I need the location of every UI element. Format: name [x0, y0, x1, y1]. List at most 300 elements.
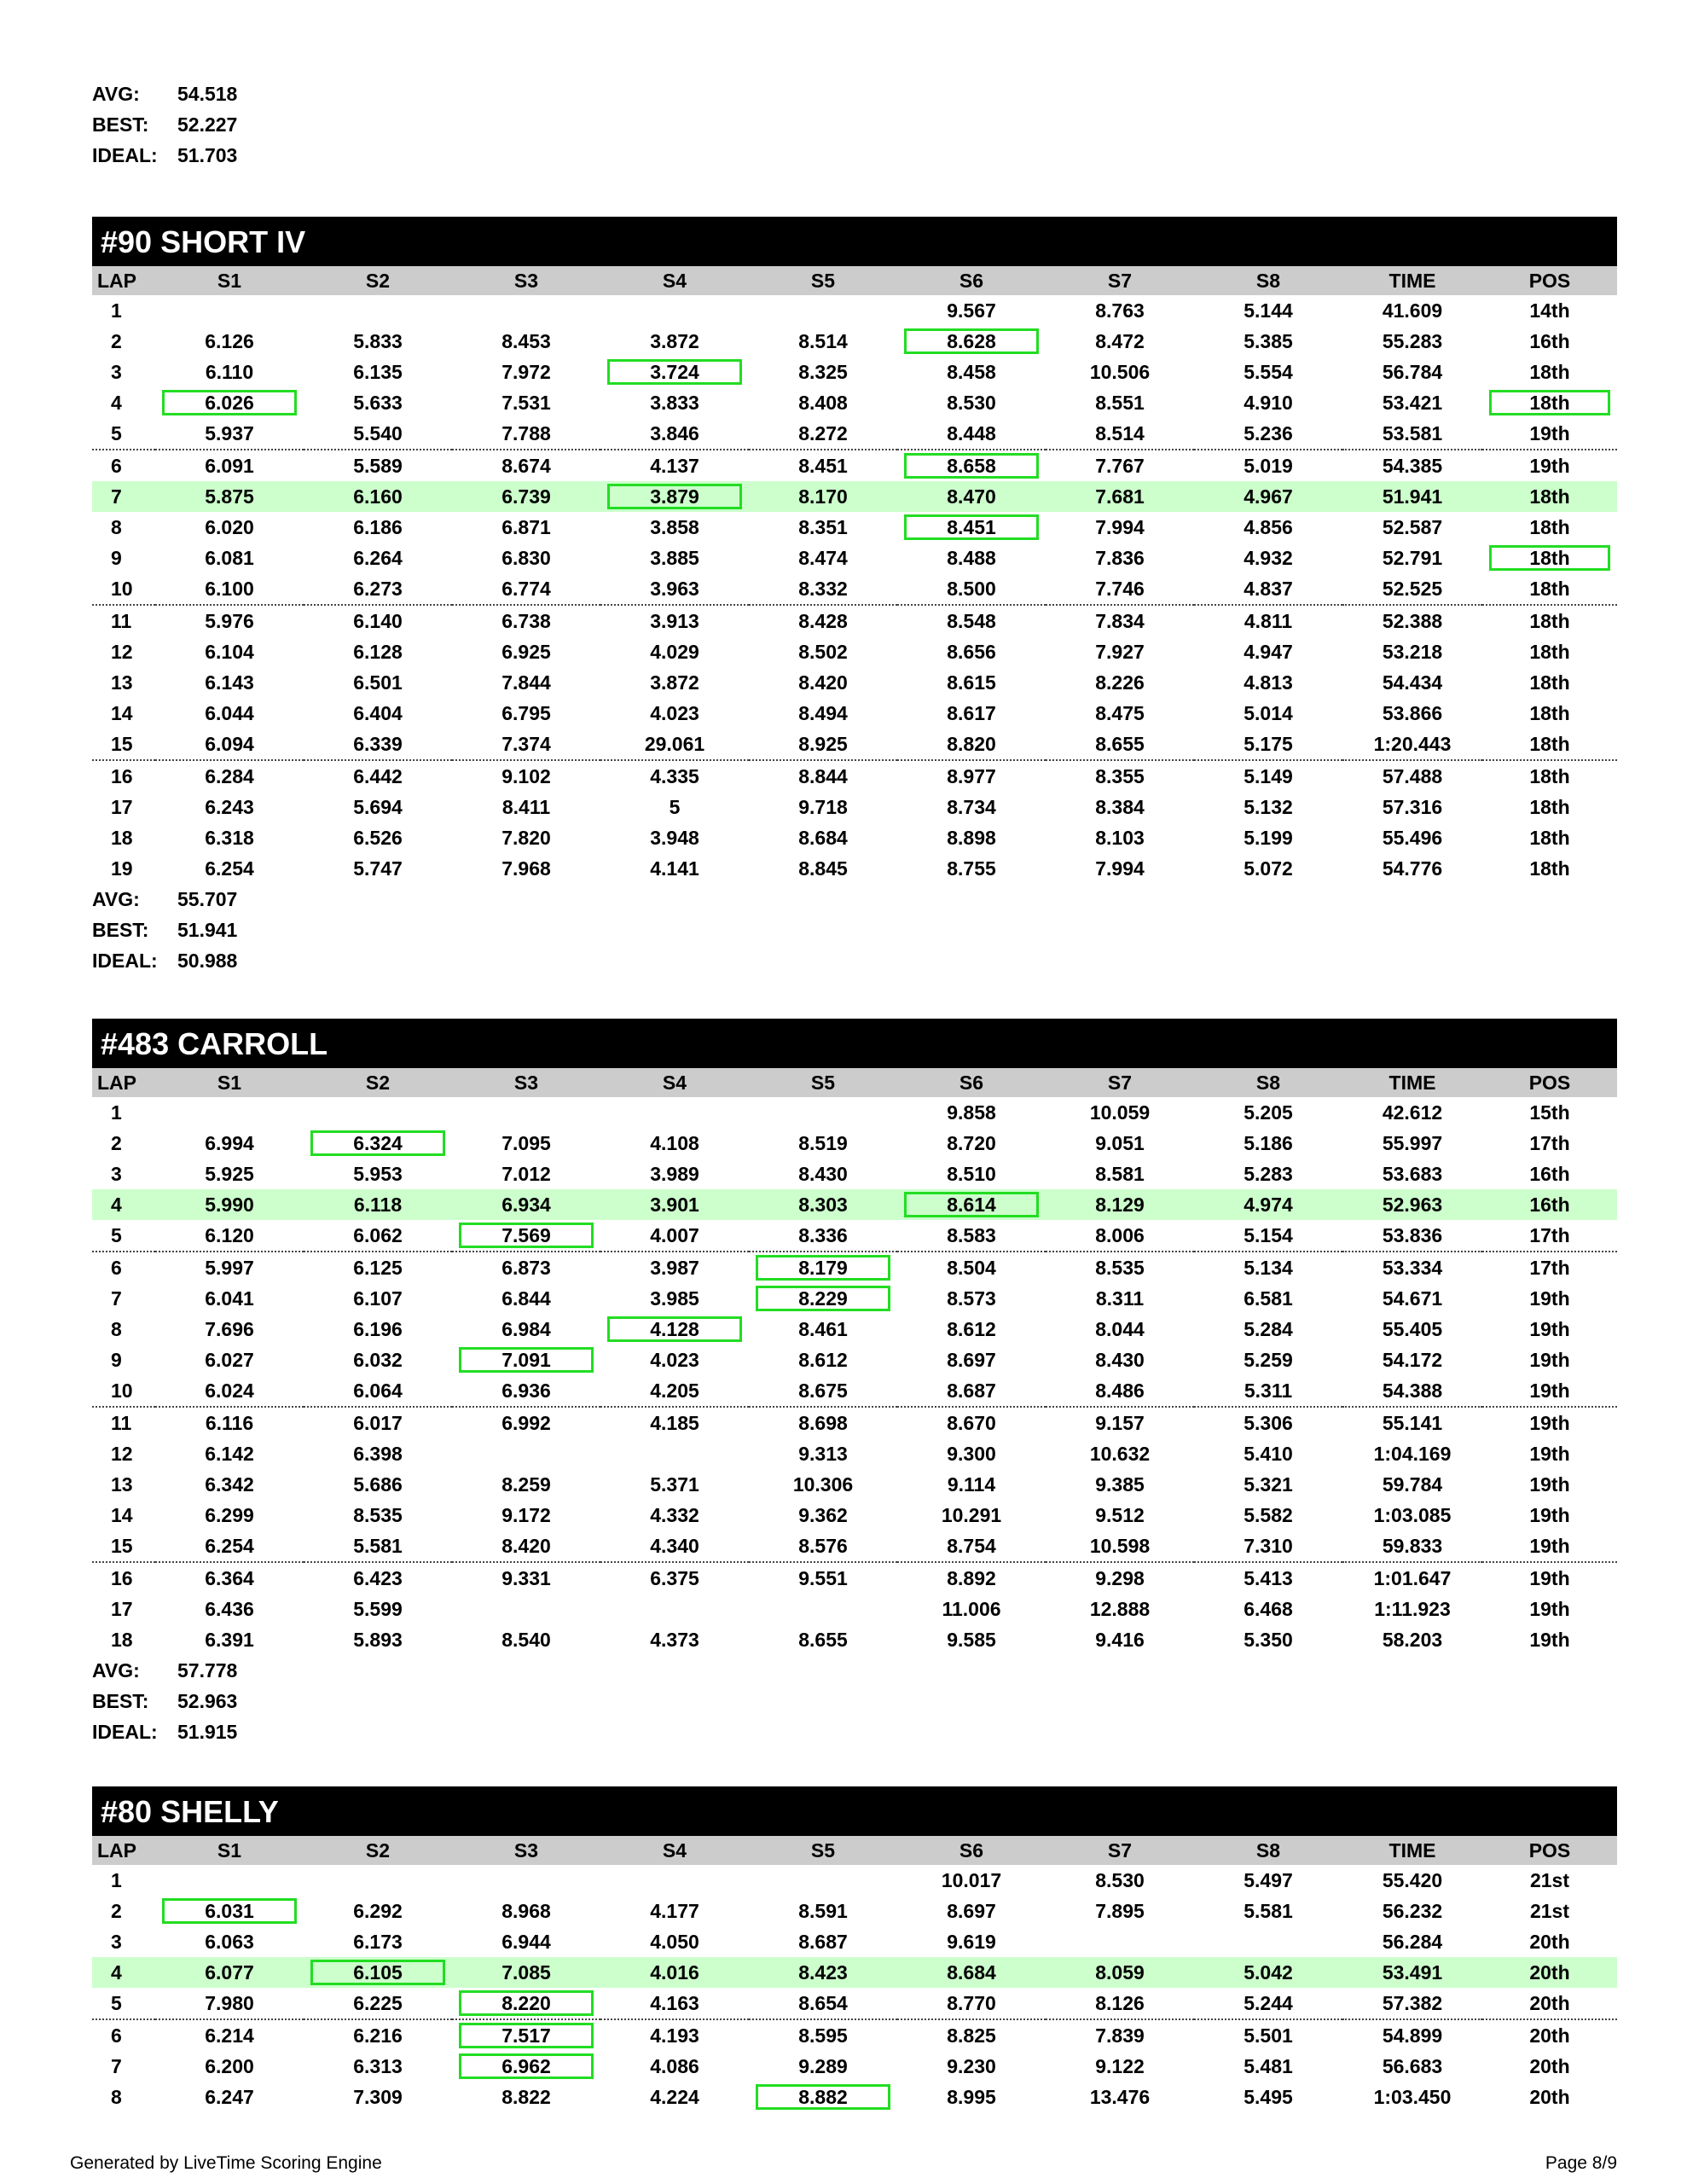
lap-cell-s3: 6.774 — [452, 573, 600, 605]
lap-cell-s3: 6.944 — [501, 1930, 551, 1953]
lap-cell-pos: 16th — [1482, 1189, 1617, 1220]
lap-cell-lap: 7 — [92, 481, 155, 512]
lap-cell-s5: 8.576 — [749, 1531, 897, 1562]
lap-row — [92, 1469, 1617, 1500]
lap-cell-s6: 9.230 — [947, 2054, 996, 2077]
lap-cell-s7: 8.535 — [1095, 1256, 1145, 1279]
ideal-label: IDEAL: — [92, 1721, 158, 1743]
lap-cell-s4: 3.833 — [650, 391, 699, 414]
lap-cell-s2: 5.686 — [353, 1472, 403, 1496]
lap-cell-time: 56.232 — [1382, 1899, 1443, 1922]
lap-cell-s5: 8.272 — [749, 418, 897, 450]
best-row — [92, 1686, 1617, 1716]
lap-cell-s4: 4.016 — [600, 1957, 749, 1988]
ideal-row — [92, 140, 237, 171]
lap-cell-s3: 7.968 — [501, 857, 551, 880]
lap-cell-s4: 4.086 — [650, 2054, 699, 2077]
lap-cell-s7 — [1046, 1926, 1194, 1957]
lap-cell-s1: 6.243 — [205, 795, 254, 818]
lap-row — [92, 1438, 1617, 1469]
column-header-row — [92, 266, 1617, 295]
lap-cell-s3: 8.540 — [501, 1628, 551, 1651]
lap-cell-time: 1:01.647 — [1373, 1566, 1452, 1589]
lap-cell-s4: 4.108 — [650, 1131, 699, 1154]
lap-cell-s3: 6.936 — [452, 1375, 600, 1407]
lap-cell-s1: 6.254 — [205, 857, 254, 880]
lap-cell-pos: 15th — [1529, 1101, 1570, 1124]
lap-cell-pos: 19th — [1529, 1566, 1570, 1589]
lap-cell-s5: 8.170 — [749, 481, 897, 512]
lap-row — [92, 636, 1617, 667]
lap-cell-s6: 8.687 — [897, 1375, 1046, 1407]
lap-cell-s3: 7.844 — [501, 671, 551, 694]
lap-cell-s6: 8.548 — [947, 609, 996, 632]
lap-cell-s8: 5.019 — [1244, 454, 1293, 477]
lap-cell-s7: 10.632 — [1089, 1442, 1151, 1465]
lap-cell-s6: 9.114 — [947, 1472, 996, 1496]
lap-cell-s6: 8.755 — [947, 857, 996, 880]
best-label: BEST: — [92, 113, 149, 136]
lap-cell-s5: 8.684 — [798, 826, 848, 849]
lap-cell-s2: 5.953 — [353, 1162, 403, 1185]
lap-cell-pos: 17th — [1529, 1256, 1570, 1279]
lap-cell-s6: 8.892 — [947, 1566, 996, 1589]
driver-summary — [92, 1655, 1617, 1747]
lap-cell-time: 52.963 — [1342, 1189, 1482, 1220]
best-sector-cell: 8.179 — [749, 1252, 897, 1283]
lap-cell-s8: 5.413 — [1244, 1566, 1293, 1589]
lap-cell-s4: 4.141 — [650, 857, 699, 880]
lap-cell-lap: 6 — [111, 1256, 122, 1279]
lap-cell-s2: 6.064 — [304, 1375, 452, 1407]
lap-cell-pos: 18th — [1529, 671, 1570, 694]
lap-cell-s1: 6.214 — [205, 2024, 254, 2047]
lap-cell-s5: 8.428 — [798, 609, 848, 632]
column-header-s4: S4 — [600, 266, 749, 295]
lap-cell-pos: 20th — [1482, 1957, 1617, 1988]
lap-row — [92, 1594, 1617, 1624]
best-sector-cell: 6.031 — [155, 1896, 304, 1926]
lap-cell-s3: 8.453 — [501, 329, 551, 352]
lap-cell-lap: 12 — [111, 640, 133, 663]
lap-cell-s4 — [600, 1594, 749, 1624]
lap-cell-s4: 3.901 — [600, 1189, 749, 1220]
column-header-pos: POS — [1482, 1836, 1617, 1865]
lap-cell-s7: 9.416 — [1095, 1628, 1145, 1651]
lap-cell-s8: 7.310 — [1194, 1531, 1342, 1562]
best-sector-cell: 6.324 — [304, 1128, 452, 1159]
lap-cell-pos: 19th — [1529, 1348, 1570, 1371]
column-header-s7: S7 — [1046, 1836, 1194, 1865]
lap-cell-s3: 6.925 — [501, 640, 551, 663]
lap-row — [92, 2082, 1617, 2112]
lap-cell-pos: 17th — [1482, 1220, 1617, 1252]
lap-row — [92, 698, 1617, 729]
lap-cell-s1: 6.081 — [205, 546, 254, 569]
lap-cell-s2: 6.107 — [353, 1287, 403, 1310]
lap-cell-s7: 10.059 — [1089, 1101, 1151, 1124]
lap-cell-s5: 8.502 — [798, 640, 848, 663]
lap-cell-time: 55.283 — [1382, 329, 1443, 352]
lap-cell-s4: 4.007 — [600, 1220, 749, 1252]
lap-cell-s6: 8.825 — [947, 2024, 996, 2047]
lap-table — [92, 266, 1617, 884]
lap-cell-time: 53.683 — [1382, 1162, 1443, 1185]
lap-cell-s7: 8.581 — [1095, 1162, 1145, 1185]
lap-cell-pos: 18th — [1529, 764, 1570, 787]
lap-cell-s1: 6.143 — [205, 671, 254, 694]
lap-cell-s6: 8.754 — [897, 1531, 1046, 1562]
lap-cell-lap: 10 — [92, 573, 155, 605]
lap-cell-s6: 8.995 — [947, 2085, 996, 2108]
lap-cell-pos: 14th — [1529, 299, 1570, 322]
lap-cell-s6: 8.656 — [947, 640, 996, 663]
lap-cell-pos: 19th — [1482, 1531, 1617, 1562]
lap-cell-s6: 8.734 — [947, 795, 996, 818]
lap-cell-lap: 11 — [111, 1411, 132, 1434]
best-sector-cell: 4.128 — [600, 1314, 749, 1345]
lap-cell-s8: 4.856 — [1244, 515, 1293, 538]
lap-cell-s5: 8.461 — [798, 1317, 848, 1340]
lap-cell-s2: 6.135 — [353, 360, 403, 383]
lap-cell-s5: 10.306 — [792, 1472, 854, 1496]
lap-cell-s3: 7.972 — [501, 360, 551, 383]
lap-cell-s7: 8.384 — [1095, 795, 1145, 818]
lap-cell-time: 52.525 — [1342, 573, 1482, 605]
lap-cell-s7: 9.051 — [1095, 1131, 1145, 1154]
lap-cell-pos: 19th — [1482, 1375, 1617, 1407]
column-header-row — [92, 1836, 1617, 1865]
lap-cell-s3: 8.674 — [501, 454, 551, 477]
lap-cell-s8: 5.134 — [1244, 1256, 1293, 1279]
column-header-s3: S3 — [452, 1068, 600, 1097]
lap-cell-s1: 5.990 — [155, 1189, 304, 1220]
column-header-s8: S8 — [1194, 1836, 1342, 1865]
lap-cell-time: 53.581 — [1342, 418, 1482, 450]
lap-cell-s1: 6.024 — [155, 1375, 304, 1407]
lap-cell-s4: 4.205 — [600, 1375, 749, 1407]
lap-cell-s8: 5.481 — [1244, 2054, 1293, 2077]
lap-cell-s4: 4.224 — [650, 2085, 699, 2108]
lap-cell-s6: 9.300 — [947, 1442, 996, 1465]
lap-cell-s6: 8.612 — [947, 1317, 996, 1340]
lap-row — [92, 481, 1617, 512]
lap-cell-s3: 8.822 — [501, 2085, 551, 2108]
lap-cell-s1 — [155, 1097, 304, 1128]
lap-table — [92, 1836, 1617, 2112]
lap-cell-pos: 21st — [1529, 1868, 1570, 1891]
lap-row — [92, 1097, 1617, 1128]
lap-cell-pos: 19th — [1529, 1411, 1570, 1434]
lap-cell-s4: 4.373 — [650, 1628, 699, 1651]
best-sector-cell: 8.658 — [897, 450, 1046, 481]
lap-cell-lap: 4 — [111, 391, 122, 414]
lap-cell-s1: 7.980 — [155, 1988, 304, 2019]
lap-cell-s8: 5.132 — [1244, 795, 1293, 818]
ideal-row — [92, 1716, 1617, 1747]
lap-cell-pos: 19th — [1529, 1597, 1570, 1620]
ideal-value: 51.703 — [177, 144, 238, 166]
lap-cell-pos: 18th — [1529, 857, 1570, 880]
lap-cell-s2: 6.062 — [304, 1220, 452, 1252]
lap-cell-s3: 8.259 — [501, 1472, 551, 1496]
lap-row — [92, 512, 1617, 543]
lap-cell-s1: 6.247 — [205, 2085, 254, 2108]
lap-cell-s3: 8.968 — [501, 1899, 551, 1922]
column-header-pos: POS — [1482, 1068, 1617, 1097]
lap-cell-s3: 6.738 — [501, 609, 551, 632]
lap-cell-s4: 4.177 — [650, 1899, 699, 1922]
lap-cell-time: 54.776 — [1382, 857, 1443, 880]
lap-row — [92, 2019, 1617, 2051]
lap-cell-s6: 8.820 — [897, 729, 1046, 760]
lap-cell-lap: 5 — [92, 418, 155, 450]
lap-cell-s4: 3.858 — [650, 515, 699, 538]
lap-cell-s7: 8.530 — [1095, 1868, 1145, 1891]
lap-cell-s5 — [749, 1865, 897, 1896]
lap-cell-lap: 7 — [111, 2054, 122, 2077]
lap-cell-s2: 6.032 — [353, 1348, 403, 1371]
column-header-s6: S6 — [897, 266, 1046, 295]
lap-cell-s6: 8.458 — [947, 360, 996, 383]
lap-cell-s6: 8.720 — [947, 1131, 996, 1154]
lap-cell-s1: 7.696 — [205, 1317, 254, 1340]
lap-cell-s8: 5.284 — [1244, 1317, 1293, 1340]
lap-cell-s3: 7.012 — [501, 1162, 551, 1185]
lap-cell-s2: 5.893 — [353, 1628, 403, 1651]
lap-cell-s8: 5.244 — [1194, 1988, 1342, 2019]
lap-cell-s3: 6.739 — [452, 481, 600, 512]
lap-cell-s1: 6.391 — [205, 1628, 254, 1651]
lap-cell-pos: 18th — [1529, 640, 1570, 663]
lap-cell-s2 — [304, 1865, 452, 1896]
lap-cell-s7: 8.311 — [1095, 1287, 1145, 1310]
footer-page-number: Page 8/9 — [1545, 2153, 1617, 2173]
lap-cell-s1: 6.116 — [205, 1411, 254, 1434]
lap-cell-time: 54.388 — [1342, 1375, 1482, 1407]
lap-cell-s8: 5.321 — [1244, 1472, 1293, 1496]
lap-cell-s6: 8.530 — [947, 391, 996, 414]
lap-cell-s6: 8.573 — [947, 1287, 996, 1310]
column-header-time: TIME — [1342, 1836, 1482, 1865]
lap-cell-s8: 5.259 — [1244, 1348, 1293, 1371]
lap-cell-s8: 6.468 — [1244, 1597, 1293, 1620]
lap-cell-s8: 5.582 — [1244, 1503, 1293, 1526]
lap-cell-s3: 7.531 — [501, 391, 551, 414]
lap-cell-s1: 6.104 — [205, 640, 254, 663]
lap-cell-s8: 5.385 — [1244, 329, 1293, 352]
lap-cell-s7: 8.103 — [1095, 826, 1145, 849]
best-label: BEST: — [92, 919, 149, 941]
lap-cell-s1: 6.254 — [155, 1531, 304, 1562]
lap-cell-s7: 7.746 — [1046, 573, 1194, 605]
lap-cell-s2: 8.535 — [353, 1503, 403, 1526]
lap-cell-s7: 8.226 — [1095, 671, 1145, 694]
lap-cell-s3: 7.095 — [501, 1131, 551, 1154]
lap-cell-s3 — [452, 1438, 600, 1469]
lap-cell-lap: 15 — [92, 729, 155, 760]
lap-cell-s7: 12.888 — [1089, 1597, 1151, 1620]
lap-row — [92, 822, 1617, 853]
ideal-label: IDEAL: — [92, 950, 158, 972]
lap-cell-s7: 9.298 — [1095, 1566, 1145, 1589]
lap-cell-s8 — [1194, 1926, 1342, 1957]
column-header-s4: S4 — [600, 1836, 749, 1865]
lap-cell-time: 55.405 — [1382, 1317, 1443, 1340]
lap-cell-s5: 8.451 — [798, 454, 848, 477]
lap-row — [92, 1500, 1617, 1531]
lap-cell-time: 1:04.169 — [1373, 1442, 1452, 1465]
lap-row — [92, 2051, 1617, 2082]
column-header-s7: S7 — [1046, 1068, 1194, 1097]
lap-cell-s2: 6.404 — [353, 701, 403, 724]
column-header-s1: S1 — [155, 1068, 304, 1097]
lap-row — [92, 1926, 1617, 1957]
lap-cell-s1: 6.318 — [205, 826, 254, 849]
ideal-value: 51.915 — [177, 1721, 238, 1743]
lap-cell-s7: 7.681 — [1046, 481, 1194, 512]
lap-cell-pos: 19th — [1529, 1317, 1570, 1340]
best-row — [92, 109, 237, 140]
lap-cell-s8: 5.350 — [1244, 1628, 1293, 1651]
column-header-lap: LAP — [92, 1836, 155, 1865]
lap-cell-lap: 13 — [111, 671, 133, 694]
lap-row — [92, 573, 1617, 605]
lap-cell-s7: 10.506 — [1089, 360, 1151, 383]
lap-cell-s6: 8.504 — [947, 1256, 996, 1279]
lap-cell-s6: 9.567 — [947, 299, 996, 322]
lap-cell-s2: 6.501 — [353, 671, 403, 694]
lap-cell-s7: 8.514 — [1046, 418, 1194, 450]
lap-cell-s4: 4.335 — [650, 764, 699, 787]
avg-row — [92, 884, 1617, 915]
lap-cell-s7: 8.475 — [1095, 701, 1145, 724]
lap-cell-s1: 5.997 — [205, 1256, 254, 1279]
lap-cell-pos: 16th — [1529, 1162, 1570, 1185]
lap-cell-s7: 7.836 — [1095, 546, 1145, 569]
lap-cell-s7: 8.472 — [1095, 329, 1145, 352]
lap-cell-pos: 19th — [1529, 1287, 1570, 1310]
lap-cell-s8: 5.306 — [1244, 1411, 1293, 1434]
lap-cell-s7: 9.122 — [1095, 2054, 1145, 2077]
lap-cell-s2: 6.186 — [353, 515, 403, 538]
lap-cell-lap: 17 — [111, 795, 133, 818]
lap-cell-s2: 7.309 — [353, 2085, 403, 2108]
lap-cell-lap: 3 — [111, 1162, 122, 1185]
lap-cell-s5: 8.595 — [798, 2024, 848, 2047]
lap-cell-s3: 6.871 — [501, 515, 551, 538]
lap-cell-s5: 8.420 — [798, 671, 848, 694]
column-header-pos: POS — [1482, 266, 1617, 295]
lap-cell-s1: 6.994 — [205, 1131, 254, 1154]
lap-row — [92, 1531, 1617, 1562]
lap-cell-s1: 6.142 — [205, 1442, 254, 1465]
lap-cell-s4: 4.029 — [650, 640, 699, 663]
lap-cell-s5: 9.289 — [798, 2054, 848, 2077]
lap-cell-s4: 4.050 — [650, 1930, 699, 1953]
lap-cell-s4: 4.340 — [600, 1531, 749, 1562]
lap-row — [92, 729, 1617, 760]
lap-cell-lap: 14 — [111, 1503, 133, 1526]
column-header-lap: LAP — [92, 266, 155, 295]
avg-label: AVG: — [92, 1659, 140, 1682]
lap-cell-s7: 7.927 — [1095, 640, 1145, 663]
lap-cell-time: 53.334 — [1382, 1256, 1443, 1279]
lap-cell-time: 55.420 — [1382, 1868, 1443, 1891]
lap-row — [92, 450, 1617, 481]
lap-cell-s7: 8.430 — [1095, 1348, 1145, 1371]
lap-cell-s6: 8.448 — [897, 418, 1046, 450]
lap-cell-s7: 8.059 — [1046, 1957, 1194, 1988]
lap-cell-lap: 14 — [111, 701, 133, 724]
lap-cell-lap: 1 — [111, 1868, 122, 1891]
lap-cell-s8: 4.932 — [1244, 546, 1293, 569]
lap-cell-s4 — [600, 295, 749, 326]
lap-row — [92, 1407, 1617, 1438]
lap-cell-s2: 6.442 — [353, 764, 403, 787]
lap-cell-s1: 6.342 — [205, 1472, 254, 1496]
lap-cell-s2: 5.540 — [304, 418, 452, 450]
lap-cell-s2: 5.589 — [353, 454, 403, 477]
lap-cell-s1: 5.925 — [205, 1162, 254, 1185]
lap-cell-s2: 6.196 — [353, 1317, 403, 1340]
lap-cell-lap: 18 — [111, 826, 133, 849]
lap-cell-s8: 5.149 — [1244, 764, 1293, 787]
lap-cell-s2: 6.273 — [304, 573, 452, 605]
lap-cell-time: 55.997 — [1382, 1131, 1443, 1154]
lap-row — [92, 1159, 1617, 1189]
lap-cell-time: 53.866 — [1382, 701, 1443, 724]
lap-cell-time: 55.496 — [1382, 826, 1443, 849]
lap-cell-s3: 6.795 — [501, 701, 551, 724]
lap-cell-time: 59.784 — [1382, 1472, 1443, 1496]
lap-cell-s3: 8.411 — [501, 795, 551, 818]
lap-cell-time: 54.385 — [1382, 454, 1443, 477]
best-sector-cell: 8.882 — [749, 2082, 897, 2112]
lap-cell-s5: 8.612 — [798, 1348, 848, 1371]
column-header-s1: S1 — [155, 266, 304, 295]
lap-cell-time: 1:20.443 — [1342, 729, 1482, 760]
lap-row — [92, 295, 1617, 326]
avg-label: AVG: — [92, 83, 140, 105]
lap-cell-time: 59.833 — [1342, 1531, 1482, 1562]
lap-cell-s7: 7.839 — [1095, 2024, 1145, 2047]
lap-cell-lap: 7 — [111, 1287, 122, 1310]
lap-cell-lap: 9 — [111, 546, 122, 569]
column-header-s5: S5 — [749, 1836, 897, 1865]
lap-cell-lap: 5 — [92, 1988, 155, 2019]
lap-cell-pos: 20th — [1529, 2054, 1570, 2077]
lap-cell-s3: 6.984 — [501, 1317, 551, 1340]
lap-cell-s2: 6.225 — [304, 1988, 452, 2019]
lap-cell-s8: 5.283 — [1244, 1162, 1293, 1185]
lap-cell-s6: 9.619 — [947, 1930, 996, 1953]
lap-cell-time: 53.836 — [1342, 1220, 1482, 1252]
lap-cell-s5: 9.718 — [798, 795, 848, 818]
lap-cell-s2: 6.140 — [353, 609, 403, 632]
lap-cell-s2 — [304, 295, 452, 326]
lap-cell-lap: 18 — [111, 1628, 133, 1651]
lap-row — [92, 667, 1617, 698]
best-sector-cell: 6.026 — [155, 387, 304, 418]
best-sector-cell: 6.105 — [304, 1957, 452, 1988]
lap-cell-pos: 18th — [1482, 481, 1617, 512]
lap-cell-s6: 8.500 — [897, 573, 1046, 605]
lap-cell-s8: 4.811 — [1244, 609, 1293, 632]
lap-cell-s8: 5.581 — [1244, 1899, 1293, 1922]
lap-cell-s2: 5.747 — [353, 857, 403, 880]
lap-cell-time: 56.784 — [1382, 360, 1443, 383]
